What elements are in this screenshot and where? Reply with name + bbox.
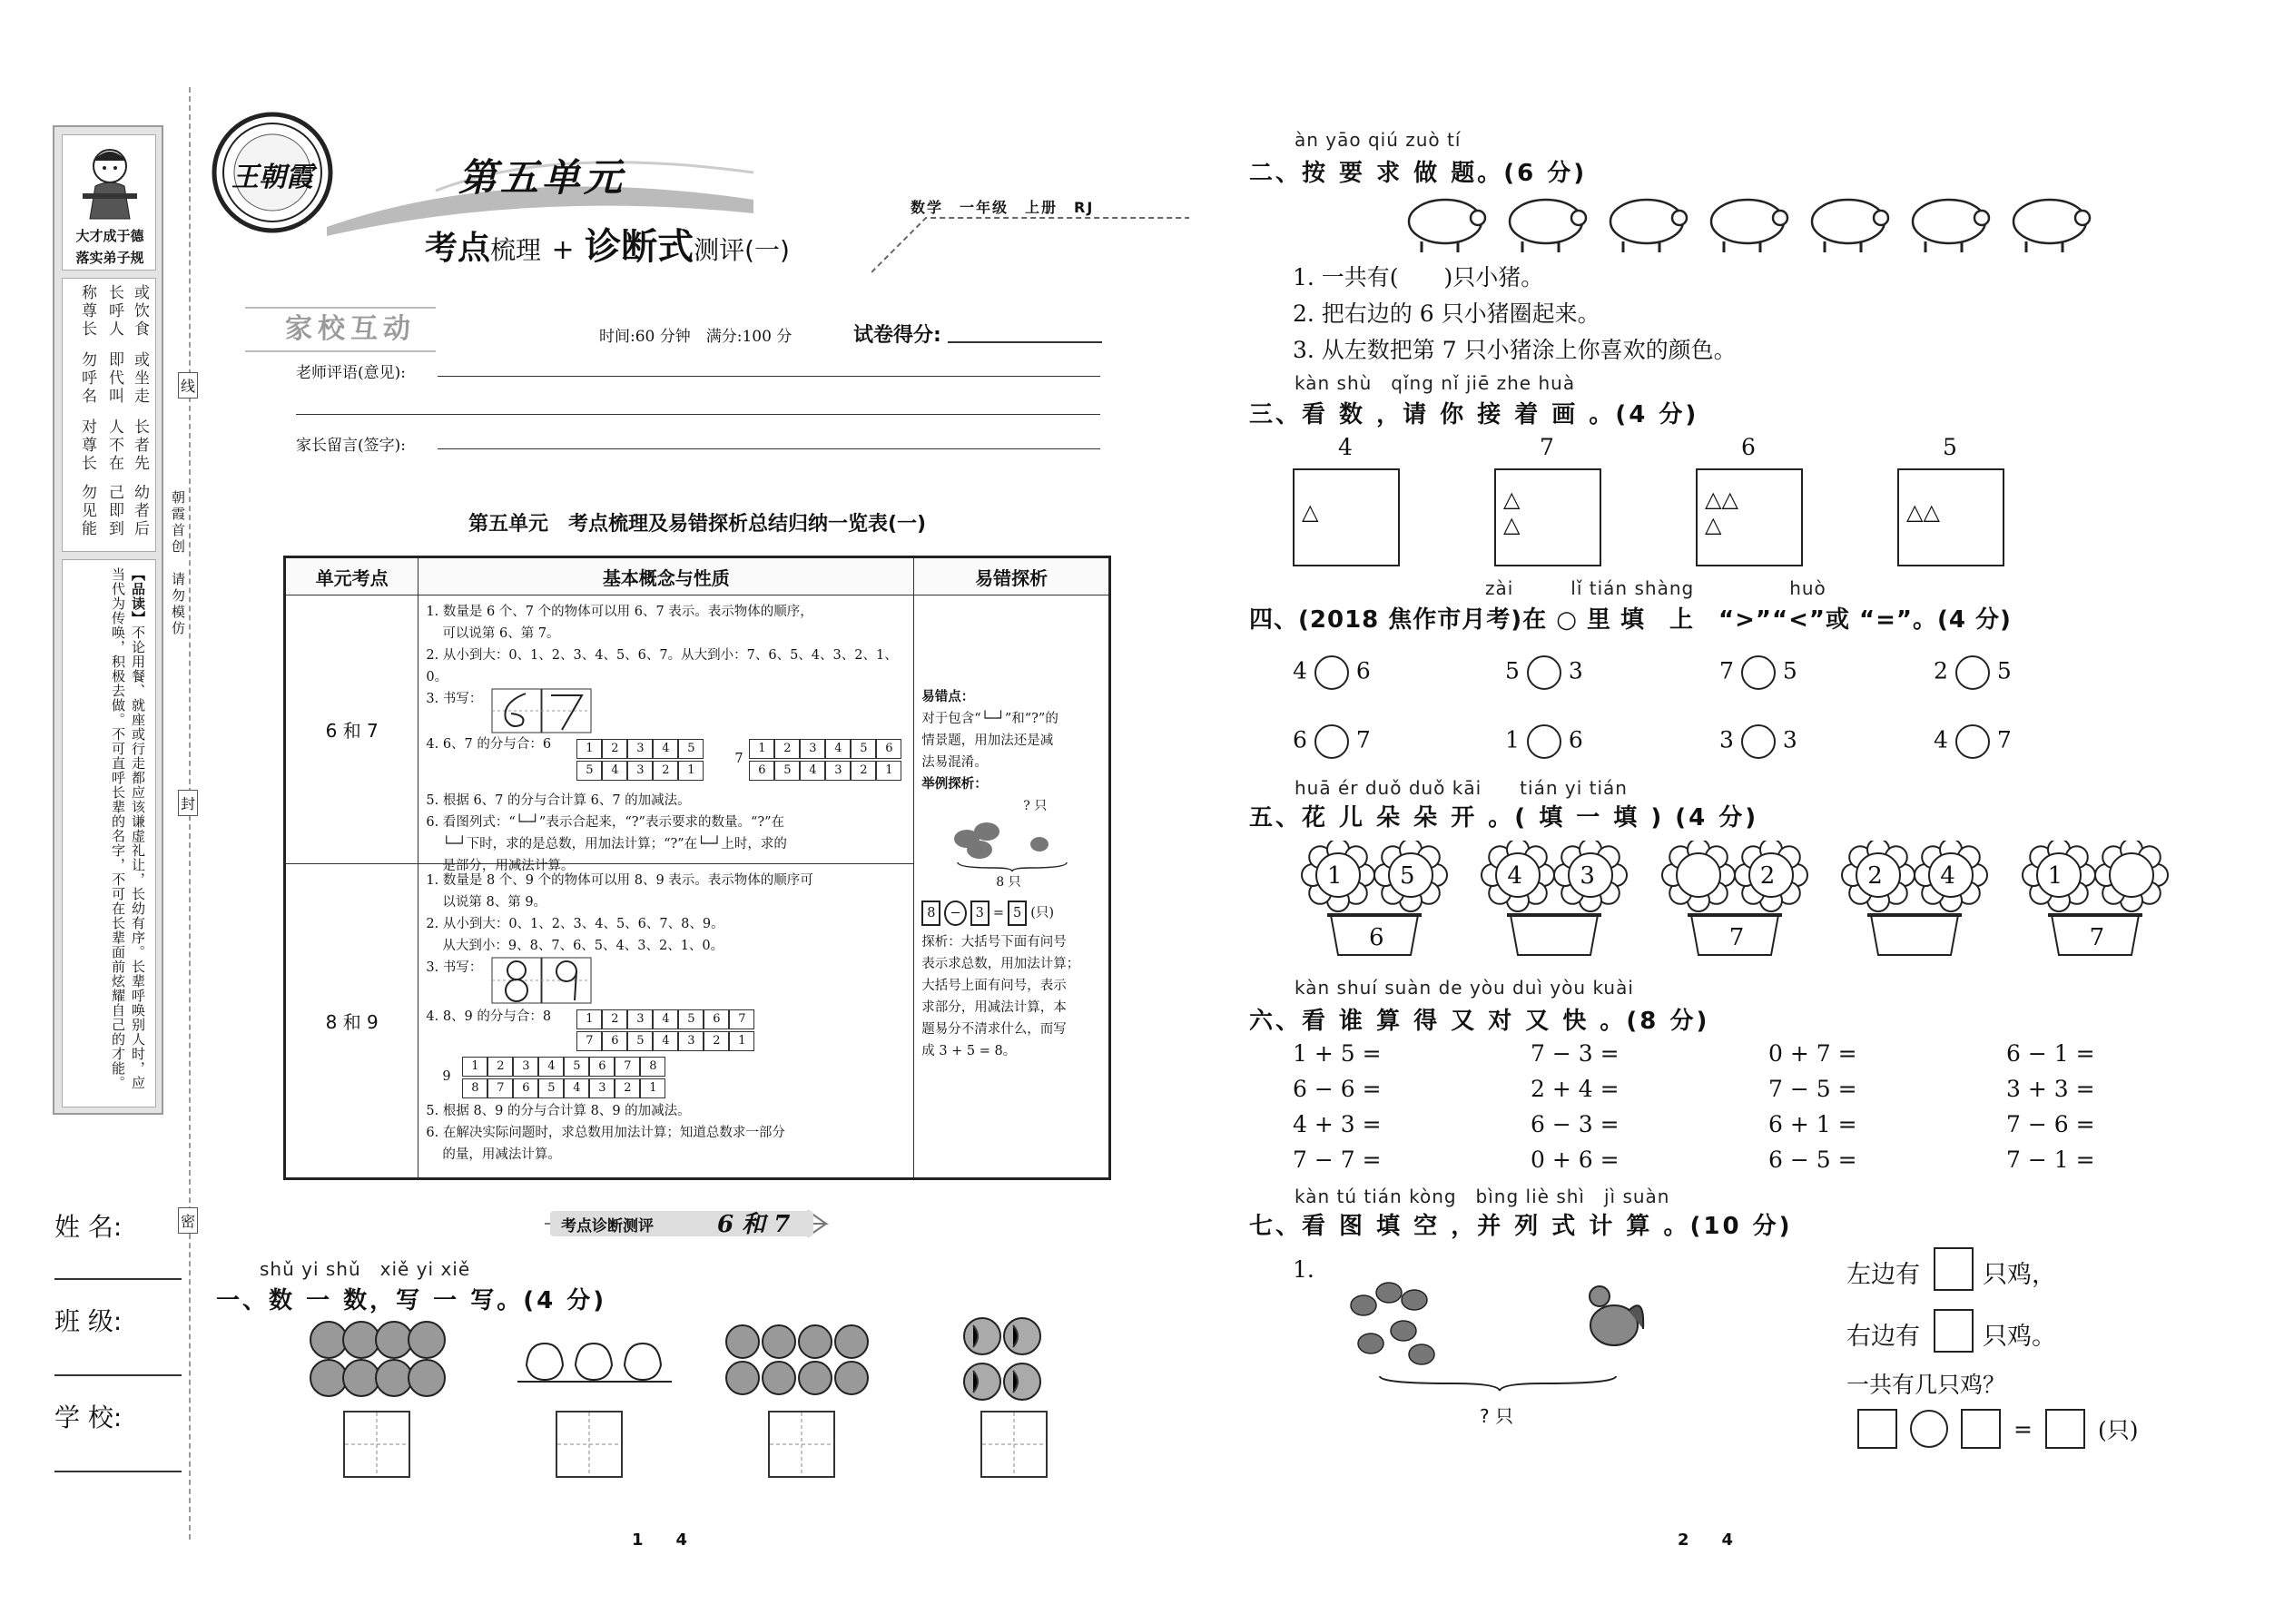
q3-number: 7 xyxy=(1540,434,1554,460)
compare-circle[interactable] xyxy=(1955,655,1990,690)
q6-pinyin: kàn shuí suàn de yòu duì yòu kuài xyxy=(1295,977,1634,999)
split-cell: 4 xyxy=(602,761,627,781)
book-tags: 数学 一年级 上册 RJ xyxy=(911,199,1095,216)
q4-title: 四、(2018 焦作市月考)在 ○ 里 填 上 “>”“<”或 “=”。(4 分) xyxy=(1249,606,2012,634)
eq-box: 3 xyxy=(970,901,989,926)
topic-cell: 8 和 9 xyxy=(285,864,418,1179)
q5-title: 五、花 儿 朵 朵 开 。( 填 一 填 ) (4 分) xyxy=(1249,804,1759,832)
example-question: ? 只 xyxy=(1023,799,1048,813)
compare-right: 5 xyxy=(1996,657,2012,684)
analysis-line: 成 3 + 5 = 8。 xyxy=(921,1044,1017,1058)
analysis-line: 探析：大括号下面有问号 xyxy=(921,935,1067,950)
summary-table xyxy=(283,556,1111,1180)
cut-label: 封 xyxy=(178,790,198,816)
split-label-7: 7 xyxy=(734,752,743,766)
banner-label: 考点诊断测评 xyxy=(561,1217,654,1235)
split-cell: 5 xyxy=(678,1009,704,1029)
calc-item[interactable]: 7 − 3 = xyxy=(1531,1040,1620,1067)
q2-title: 二、按 要 求 做 题。(6 分) xyxy=(1249,160,1588,187)
flower-number: 4 xyxy=(1507,862,1522,890)
compare-item xyxy=(1293,655,1371,690)
calc-item[interactable]: 7 − 5 = xyxy=(1768,1076,1857,1102)
compare-left: 5 xyxy=(1505,657,1520,684)
q4-pinyin: zài lǐ tián shàng huò xyxy=(1485,577,1826,599)
eq-box: 5 xyxy=(1008,901,1027,926)
concept-line: 9 xyxy=(442,1069,451,1084)
example-title: 举例探析： xyxy=(921,776,988,792)
split-cell: 1 xyxy=(729,1031,754,1051)
concept-line: 1. 数量是 6 个、7 个的物体可以用 6、7 表示。表示物体的顺序， xyxy=(426,605,813,619)
flowers-row xyxy=(1295,841,2184,959)
flower-icon xyxy=(1835,841,2007,959)
flower-total: 7 xyxy=(2089,924,2105,951)
q3-number: 5 xyxy=(1943,434,1957,460)
q7-pinyin: kàn tú tián kòng bìng liè shì jì suàn xyxy=(1295,1186,1670,1207)
split-cell: 1 xyxy=(462,1057,487,1077)
split-cell: 4 xyxy=(538,1057,564,1077)
compare-right: 5 xyxy=(1782,657,1797,684)
split-cell: 3 xyxy=(627,761,653,781)
concept-line: 3. 书写： xyxy=(426,692,483,706)
flower-pot xyxy=(1474,841,1647,959)
right-count-prefix: 右边有 xyxy=(1846,1323,1920,1351)
name-label: 姓 名: xyxy=(54,1212,123,1242)
split-cell: 5 xyxy=(627,1031,653,1051)
split-cell: 2 xyxy=(774,739,800,759)
split-cell: 4 xyxy=(564,1078,589,1098)
split-merge-8 xyxy=(426,1006,906,1053)
concept-line: 2. 从小到大：0、1、2、3、4、5、6、7。从大到小：7、6、5、4、3、2、1、0。 xyxy=(426,648,898,684)
eq-unit: (只) xyxy=(1030,906,1055,920)
compare-item xyxy=(1719,724,1797,759)
verse-col: 长者先 xyxy=(131,418,149,473)
draw-box[interactable]: △ △ xyxy=(1494,468,1601,566)
split-cell: 7 xyxy=(487,1078,513,1098)
flower-number: 3 xyxy=(1580,862,1595,890)
apples-icon xyxy=(309,1313,454,1403)
split-cell: 1 xyxy=(749,739,774,759)
verse-col: 或坐走 xyxy=(131,351,149,406)
q2-line: 2. 把右边的 6 只小猪圈起来。 xyxy=(1293,300,1600,327)
split-cell: 8 xyxy=(640,1057,665,1077)
compare-item xyxy=(1293,724,1371,759)
page-number-right: 2 4 xyxy=(1678,1530,1734,1550)
split-cell: 6 xyxy=(602,1031,627,1051)
compare-circle[interactable] xyxy=(1955,724,1990,759)
flower-pot xyxy=(2015,841,2188,959)
split-cell: 3 xyxy=(589,1078,615,1098)
compare-left: 1 xyxy=(1505,726,1520,753)
compare-right: 3 xyxy=(1568,657,1583,684)
class-label: 班 级: xyxy=(54,1306,123,1336)
eq-box[interactable] xyxy=(1857,1409,1897,1449)
compare-circle[interactable] xyxy=(1314,655,1349,690)
chickens-hen-icon xyxy=(1344,1275,1652,1402)
eq-unit: (只) xyxy=(2097,1417,2139,1443)
answer-box[interactable] xyxy=(343,1411,410,1478)
split-cell: 3 xyxy=(627,739,653,759)
split-cell: 1 xyxy=(640,1078,665,1098)
concept-line: 5. 根据 6、7 的分与合计算 6、7 的加减法。 xyxy=(426,793,691,808)
flower-pot xyxy=(1835,841,2007,959)
verse-col: 称尊长 xyxy=(78,284,96,339)
compare-right: 6 xyxy=(1355,657,1371,684)
oranges-icon xyxy=(723,1322,877,1403)
verse-col: 对尊长 xyxy=(78,418,96,473)
score-field[interactable] xyxy=(948,341,1102,343)
flower-number: 4 xyxy=(1940,862,1955,890)
verse-col: 或饮食 xyxy=(131,284,149,339)
analysis-line: 大括号上面有问号，表示 xyxy=(921,979,1067,993)
split-cell: 1 xyxy=(678,761,704,781)
compare-right: 6 xyxy=(1568,726,1583,753)
motto-top: 大才成于德 xyxy=(75,228,144,244)
split-cell: 2 xyxy=(653,761,678,781)
analysis-line: 表示求总数，用加法计算； xyxy=(921,957,1080,971)
cut-label: 线 xyxy=(178,372,198,399)
concept-line: 可以说第 6、第 7。 xyxy=(442,626,560,641)
flower-pot xyxy=(1655,841,1827,959)
calc-item[interactable]: 6 − 1 = xyxy=(2006,1040,2095,1067)
compare-circle[interactable] xyxy=(1314,724,1349,759)
split-cell: 2 xyxy=(487,1057,513,1077)
example-figure xyxy=(921,795,1101,895)
split-merge-9 xyxy=(426,1053,906,1100)
q1-title: 一、数 一 数，写 一 写。(4 分) xyxy=(216,1287,607,1314)
concept-line: 6. 在解决实际问题时，求总数用加法计算；知道总数求一部分 xyxy=(426,1126,785,1140)
error-line: 对于包含“└─┘”和“?”的 xyxy=(921,712,1058,726)
parent-comment-line[interactable] xyxy=(438,448,1100,449)
reading-text xyxy=(108,567,148,1099)
left-count-prefix: 左边有 xyxy=(1846,1261,1920,1289)
home-school-banner xyxy=(245,307,436,352)
compare-left: 2 xyxy=(1934,657,1948,684)
verse-col: 幼者后 xyxy=(131,484,149,538)
compare-item xyxy=(1505,724,1583,759)
split-merge-6-7 xyxy=(426,733,906,790)
concept-line: └─┘下时，求的是总数，用加法计算；“?”在└─┘上时，求的 xyxy=(442,837,787,851)
flower-pot xyxy=(1295,841,1467,959)
table-header: 单元考点 xyxy=(285,557,418,595)
subtitle-part: 梳理 xyxy=(490,235,542,265)
calc-item[interactable]: 6 − 5 = xyxy=(1768,1147,1857,1173)
split-cell: 3 xyxy=(627,1009,653,1029)
split-cell: 1 xyxy=(576,1009,602,1029)
calc-item[interactable]: 0 + 7 = xyxy=(1768,1040,1857,1067)
calc-item[interactable]: 2 + 4 = xyxy=(1531,1076,1620,1102)
concept-line: 的量，用减法计算。 xyxy=(442,1147,561,1162)
subtitle-part: 诊断式 xyxy=(585,226,694,268)
split-cell: 5 xyxy=(538,1078,564,1098)
eq-box: 8 xyxy=(921,901,940,926)
calc-item[interactable]: 0 + 6 = xyxy=(1531,1147,1620,1173)
split-cell: 3 xyxy=(678,1031,704,1051)
q2-line: 3. 从左数把第 7 只小猪涂上你喜欢的颜色。 xyxy=(1293,337,1737,363)
analysis-line: 求部分，用减法计算，本 xyxy=(921,1000,1067,1015)
answer-box[interactable] xyxy=(980,1411,1048,1478)
compare-item xyxy=(1505,655,1583,690)
compare-circle[interactable] xyxy=(1527,724,1561,759)
eq-sign: = xyxy=(992,906,1005,920)
concept-line: 6. 看图列式：“└─┘”表示合起来，“?”表示要求的数量。“?”在 xyxy=(426,815,785,830)
flower-icon xyxy=(1474,841,1647,959)
writing-sample xyxy=(426,688,906,733)
split-cell: 4 xyxy=(653,1031,678,1051)
q2-pinyin: àn yāo qiú zuò tí xyxy=(1295,129,1462,151)
subtitle-plus: + xyxy=(551,234,575,266)
split-cell: 5 xyxy=(576,761,602,781)
reading-panel xyxy=(62,559,156,1107)
compare-right: 7 xyxy=(1355,726,1371,753)
reading-title: 【品读】 xyxy=(130,567,146,625)
calc-item[interactable]: 3 + 3 = xyxy=(2006,1076,2095,1102)
left-count-box[interactable] xyxy=(1934,1247,1974,1291)
name-field[interactable] xyxy=(54,1278,182,1280)
compare-left: 4 xyxy=(1934,726,1948,753)
calc-item[interactable]: 6 − 6 = xyxy=(1293,1076,1382,1102)
digit-writing-8-9-icon xyxy=(491,957,593,1006)
flower-total: 6 xyxy=(1369,924,1384,951)
q2-line: 1. 一共有( )只小猪。 xyxy=(1293,264,1544,290)
compare-circle[interactable] xyxy=(1527,655,1561,690)
compare-left: 3 xyxy=(1719,726,1734,753)
split-cell: 5 xyxy=(774,761,800,781)
split-cell: 6 xyxy=(513,1078,538,1098)
analysis-line: 题易分不清求什么，而写 xyxy=(921,1022,1067,1037)
flower-number: 1 xyxy=(2047,862,2063,890)
total-question: 一共有几只鸡？ xyxy=(1846,1372,2006,1398)
split-cell: 1 xyxy=(576,739,602,759)
compare-right: 3 xyxy=(1782,726,1797,753)
score-label: 试卷得分: xyxy=(853,324,941,347)
concept-line: 是部分，用减法计算。 xyxy=(442,859,575,873)
watermelons-icon xyxy=(962,1313,1044,1407)
split-cell: 8 xyxy=(462,1078,487,1098)
eq-sign: = xyxy=(2013,1415,2033,1442)
page-number-left: 1 4 xyxy=(632,1530,688,1550)
draw-box[interactable]: △△ xyxy=(1897,468,2004,566)
q3-pinyin: kàn shù qǐng nǐ jiē zhe huà xyxy=(1295,372,1576,394)
verse-col: 人不在 xyxy=(105,418,123,473)
eq-op: − xyxy=(944,901,966,926)
split-cell: 7 xyxy=(729,1009,754,1029)
calc-item[interactable]: 4 + 3 = xyxy=(1293,1111,1382,1137)
concept-line: 2. 从小到大：0、1、2、3、4、5、6、7、8、9。 xyxy=(426,917,724,931)
eq-box[interactable] xyxy=(2045,1409,2085,1449)
answer-box[interactable] xyxy=(768,1411,835,1478)
split-cell: 3 xyxy=(513,1057,538,1077)
flower-total: 7 xyxy=(1728,924,1745,951)
compare-left: 6 xyxy=(1293,726,1307,753)
left-count-suffix: 只鸡， xyxy=(1983,1261,2056,1289)
split-grid-9 xyxy=(462,1055,665,1098)
flower-number: 2 xyxy=(1759,862,1776,890)
verse-col: 勿呼名 xyxy=(78,351,96,406)
split-cell: 2 xyxy=(602,1009,627,1029)
concept-line: 从大到小：9、8、7、6、5、4、3、2、1、0。 xyxy=(442,939,724,953)
error-line: 情景题，用加法还是减 xyxy=(921,733,1054,748)
split-cell: 5 xyxy=(678,739,704,759)
page-subtitle xyxy=(425,218,790,270)
draw-box[interactable]: △△ △ xyxy=(1696,468,1803,566)
compare-left: 4 xyxy=(1293,657,1307,684)
cut-label: 密 xyxy=(178,1207,198,1234)
concept-line: 以说第 8、第 9。 xyxy=(442,895,547,910)
time-info: 时间:60 分钟 满分:100 分 xyxy=(599,328,793,346)
teacher-comment-label: 老师评语(意见): xyxy=(296,364,406,382)
right-count-box[interactable] xyxy=(1934,1309,1974,1353)
home-school-label: 家校互动 xyxy=(285,313,416,345)
sidebar xyxy=(53,125,163,1115)
split-cell: 4 xyxy=(653,739,678,759)
verse-col: 即代叫 xyxy=(105,351,123,406)
q7-equation xyxy=(1857,1409,2138,1449)
compare-right: 7 xyxy=(1996,726,2012,753)
scholar-figure-icon xyxy=(83,141,137,222)
draw-box[interactable]: △ xyxy=(1293,468,1400,566)
compare-item xyxy=(1934,655,2012,690)
reading-body: 不论用餐、就座或行走都应该谦虚礼让，长幼有序。长辈呼唤别人时，应当代为传唤，积极去做。不可直呼长辈的名字，不可在长辈面前炫耀自己的才能。 xyxy=(110,567,146,1090)
error-line: 法易混淆。 xyxy=(921,755,988,770)
split-cell: 2 xyxy=(602,739,627,759)
split-cell: 3 xyxy=(825,761,851,781)
q7-number: 1. xyxy=(1293,1256,1314,1283)
teacher-comment-line[interactable] xyxy=(296,414,1100,415)
copyright-note: 朝霞首创 请勿模仿 xyxy=(170,490,186,637)
subtitle-part: 测评(一) xyxy=(694,235,790,265)
right-count-suffix: 只鸡。 xyxy=(1983,1323,2056,1351)
split-cell: 4 xyxy=(800,761,825,781)
concept-line: 5. 根据 8、9 的分与合计算 8、9 的加减法。 xyxy=(426,1104,691,1118)
q7-title: 七、看 图 填 空 ，并 列 式 计 算 。(10 分) xyxy=(1249,1213,1793,1240)
compare-grid xyxy=(1293,655,2164,782)
q7-question: ? 只 xyxy=(1480,1405,1513,1427)
motto-bottom: 落实弟子规 xyxy=(75,250,144,266)
calc-item[interactable]: 7 − 1 = xyxy=(2006,1147,2095,1173)
error-title: 易错点： xyxy=(921,689,975,704)
split-cell: 5 xyxy=(564,1057,589,1077)
digit-writing-6-7-icon xyxy=(491,688,593,733)
verse-col: 己即到 xyxy=(105,484,123,538)
verse-col: 勿见能 xyxy=(78,484,96,538)
q1-pinyin: shǔ yi shǔ xiě yi xiě xyxy=(260,1258,471,1280)
q5-pinyin: huā ér duǒ duǒ kāi tián yi tián xyxy=(1295,777,1628,799)
split-cell: 5 xyxy=(851,739,876,759)
calc-item[interactable]: 1 + 5 = xyxy=(1293,1040,1382,1067)
eq-op-circle[interactable] xyxy=(1910,1410,1948,1448)
concept-cell xyxy=(418,864,914,1179)
teacher-comment-line[interactable] xyxy=(438,376,1100,377)
flower-number: 1 xyxy=(1327,862,1343,890)
split-cell: 3 xyxy=(800,739,825,759)
compare-circle[interactable] xyxy=(1741,655,1776,690)
motto-panel xyxy=(62,134,156,271)
split-cell: 6 xyxy=(876,739,901,759)
flower-number: 2 xyxy=(1867,862,1883,890)
split-cell: 6 xyxy=(704,1009,729,1029)
subtitle-part: 考点 xyxy=(425,230,491,267)
school-field[interactable] xyxy=(54,1471,182,1472)
brand-name: 王朝霞 xyxy=(231,162,313,193)
split-cell: 4 xyxy=(653,1009,678,1029)
peaches-icon xyxy=(517,1325,672,1398)
q3-title: 三、看 数 ，请 你 接 着 画 。(4 分) xyxy=(1249,401,1699,428)
concept-line: 4. 6、7 的分与合：6 xyxy=(426,737,552,752)
class-field[interactable] xyxy=(54,1374,182,1376)
school-label: 学 校: xyxy=(54,1403,123,1432)
concept-line: 1. 数量是 8 个、9 个的物体可以用 8、9 表示。表示物体的顺序可 xyxy=(426,873,813,888)
verse-panel xyxy=(62,278,156,552)
compare-circle[interactable] xyxy=(1741,724,1776,759)
eq-box[interactable] xyxy=(1961,1409,2001,1449)
calc-item[interactable]: 6 + 1 = xyxy=(1768,1111,1857,1137)
split-grid-8 xyxy=(576,1008,754,1051)
split-cell: 6 xyxy=(589,1057,615,1077)
example-total: 8 只 xyxy=(996,875,1021,890)
split-cell: 6 xyxy=(749,761,774,781)
flower-number: 5 xyxy=(1400,862,1415,890)
writing-sample xyxy=(426,957,906,1006)
calc-grid xyxy=(1293,1040,2164,1186)
concept-cell xyxy=(418,595,914,873)
concept-line: 3. 书写： xyxy=(426,960,483,975)
table-header: 基本概念与性质 xyxy=(418,557,914,595)
pigs-row-icon xyxy=(1403,187,2102,256)
calc-item[interactable]: 7 − 6 = xyxy=(2006,1111,2095,1137)
compare-item xyxy=(1934,724,2012,759)
parent-comment-label: 家长留言(签字): xyxy=(296,437,406,455)
q3-number: 6 xyxy=(1741,434,1756,460)
split-grid-6 xyxy=(576,737,704,781)
verse-col: 长呼人 xyxy=(105,284,123,339)
unit-title: 第五单元 xyxy=(458,155,626,200)
table-header: 易错探析 xyxy=(914,557,1110,595)
split-cell: 4 xyxy=(825,739,851,759)
split-cell: 2 xyxy=(851,761,876,781)
compare-left: 7 xyxy=(1719,657,1734,684)
summary-title: 第五单元 考点梳理及易错探析总结归纳一览表(一) xyxy=(468,513,927,536)
calc-item[interactable]: 6 − 3 = xyxy=(1531,1111,1620,1137)
topic-cell: 6 和 7 xyxy=(285,595,418,864)
banner-topic: 6 和 7 xyxy=(717,1211,791,1238)
calc-item[interactable]: 7 − 7 = xyxy=(1293,1147,1382,1173)
concept-line: 4. 8、9 的分与合：8 xyxy=(426,1009,552,1024)
q3-number: 4 xyxy=(1338,434,1353,460)
chickens-icon xyxy=(940,799,1085,871)
answer-box[interactable] xyxy=(556,1411,623,1478)
split-grid-7 xyxy=(749,737,901,781)
split-cell: 7 xyxy=(576,1031,602,1051)
q6-title: 六、看 谁 算 得 又 对 又 快 。(8 分) xyxy=(1249,1008,1710,1035)
split-cell: 7 xyxy=(615,1057,640,1077)
example-equation xyxy=(921,901,1101,926)
split-cell: 2 xyxy=(704,1031,729,1051)
error-cell xyxy=(914,595,1110,1179)
compare-item xyxy=(1719,655,1797,690)
split-cell: 1 xyxy=(876,761,901,781)
split-cell: 2 xyxy=(615,1078,640,1098)
